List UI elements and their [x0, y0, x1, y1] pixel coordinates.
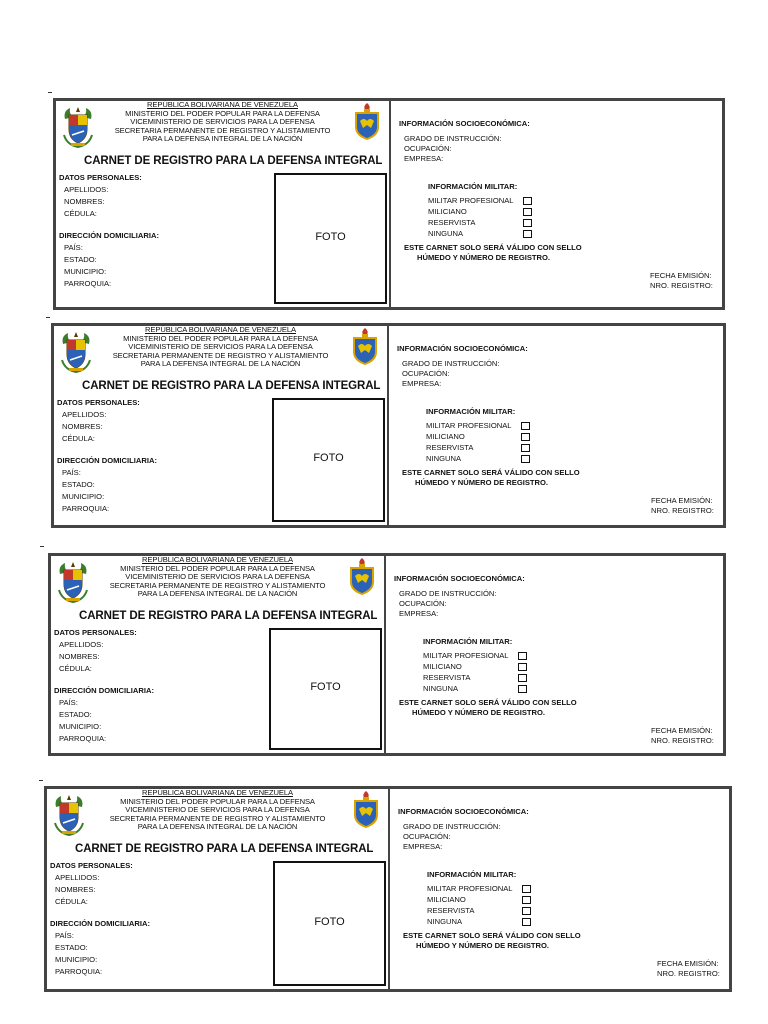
header-line: SECRETARIA PERMANENTE DE REGISTRO Y ALISTAMIENTO — [109, 813, 326, 823]
military-option-label: NINGUNA — [427, 917, 463, 926]
header-line: SECRETARIA PERMANENTE DE REGISTRO Y ALISTAMIENTO — [114, 125, 331, 135]
military-shield-emblem-icon — [353, 791, 379, 829]
institution-header — [94, 326, 347, 369]
address-field-label: MUNICIPIO: — [55, 955, 98, 964]
military-option-checkbox[interactable] — [522, 896, 531, 904]
id-card — [44, 786, 732, 992]
personal-data-heading: DATOS PERSONALES: — [57, 398, 140, 407]
socioeconomic-field-label: OCUPACIÓN: — [399, 599, 447, 608]
military-option-label: MILITAR PROFESIONAL — [423, 651, 509, 660]
military-option-checkbox[interactable] — [518, 674, 527, 682]
cut-mark — [40, 546, 44, 547]
validity-note — [404, 243, 582, 263]
header-line: MINISTERIO DEL PODER POPULAR PARA LA DEFENSA — [123, 333, 318, 343]
personal-data-heading: DATOS PERSONALES: — [54, 628, 137, 637]
address-field-label: MUNICIPIO: — [64, 267, 107, 276]
socioeconomic-field-label: EMPRESA: — [403, 842, 443, 851]
photo-label: FOTO — [314, 916, 345, 928]
military-option-label: MILICIANO — [426, 432, 465, 441]
institution-header — [96, 101, 349, 144]
address-heading: DIRECCIÓN DOMICILIARIA: — [50, 919, 150, 928]
personal-field-label: APELLIDOS: — [55, 873, 100, 882]
socioeconomic-field-label: GRADO DE INSTRUCCIÓN: — [399, 589, 497, 598]
military-option-checkbox[interactable] — [521, 455, 530, 463]
socioeconomic-field-label: EMPRESA: — [404, 154, 444, 163]
header-line: PARA LA DEFENSA INTEGRAL DE LA NACIÓN — [137, 589, 298, 599]
military-option-checkbox[interactable] — [523, 219, 532, 227]
id-card — [53, 98, 725, 310]
card-front-panel — [47, 789, 388, 989]
military-option-checkbox[interactable] — [523, 208, 532, 216]
military-shield-emblem-icon — [354, 103, 380, 141]
military-option-checkbox[interactable] — [518, 652, 527, 660]
cut-mark — [48, 92, 52, 93]
socioeconomic-heading: INFORMACIÓN SOCIOECONÓMICA: — [397, 344, 528, 353]
personal-data-heading: DATOS PERSONALES: — [50, 861, 133, 870]
military-option-label: MILITAR PROFESIONAL — [428, 196, 514, 205]
header-line: SECRETARIA PERMANENTE DE REGISTRO Y ALISTAMIENTO — [112, 350, 329, 360]
address-field-label: PAÍS: — [59, 698, 78, 707]
header-line: REPÚBLICA BOLIVARIANA DE VENEZUELA — [147, 100, 298, 109]
personal-field-label: CÉDULA: — [59, 664, 92, 673]
header-line: REPÚBLICA BOLIVARIANA DE VENEZUELA — [142, 788, 293, 797]
military-info-heading: INFORMACIÓN MILITAR: — [423, 637, 513, 646]
socioeconomic-heading: INFORMACIÓN SOCIOECONÓMICA: — [399, 119, 530, 128]
military-option-label: MILITAR PROFESIONAL — [427, 884, 513, 893]
cut-mark — [39, 780, 43, 781]
header-line: PARA LA DEFENSA INTEGRAL DE LA NACIÓN — [142, 134, 303, 144]
venezuela-coat-of-arms-icon — [59, 330, 93, 374]
address-field-label: PAÍS: — [62, 468, 81, 477]
address-field-label: ESTADO: — [62, 480, 95, 489]
registry-number-label: NRO. REGISTRO: — [651, 506, 714, 515]
personal-field-label: APELLIDOS: — [59, 640, 104, 649]
issue-date-label: FECHA EMISIÓN: — [651, 496, 713, 505]
military-option-checkbox[interactable] — [522, 918, 531, 926]
header-line: MINISTERIO DEL PODER POPULAR PARA LA DEFENSA — [120, 796, 315, 806]
header-line: PARA LA DEFENSA INTEGRAL DE LA NACIÓN — [140, 359, 301, 369]
address-field-label: PARROQUIA: — [64, 279, 112, 288]
military-shield-emblem-icon — [349, 558, 375, 596]
card-title: CARNET DE REGISTRO PARA LA DEFENSA INTEGRAL — [79, 610, 378, 622]
personal-data-heading: DATOS PERSONALES: — [59, 173, 142, 182]
validity-note-line: HÚMEDO Y NÚMERO DE REGISTRO. — [415, 478, 549, 487]
venezuela-coat-of-arms-icon — [56, 560, 90, 604]
validity-note — [399, 698, 577, 718]
header-line: MINISTERIO DEL PODER POPULAR PARA LA DEFENSA — [120, 563, 315, 573]
address-field-label: MUNICIPIO: — [62, 492, 105, 501]
photo-label: FOTO — [313, 452, 344, 464]
personal-field-label: APELLIDOS: — [64, 185, 109, 194]
military-option-checkbox[interactable] — [521, 444, 530, 452]
header-line: PARA LA DEFENSA INTEGRAL DE LA NACIÓN — [137, 822, 298, 832]
military-option-label: RESERVISTA — [426, 443, 474, 452]
military-option-label: RESERVISTA — [423, 673, 471, 682]
issue-date-label: FECHA EMISIÓN: — [650, 271, 712, 280]
validity-note — [402, 468, 580, 488]
header-line: VICEMINISTERIO DE SERVICIOS PARA LA DEFENSA — [130, 117, 315, 127]
personal-field-label: NOMBRES: — [62, 422, 103, 431]
validity-note-line: HÚMEDO Y NÚMERO DE REGISTRO. — [412, 708, 546, 717]
military-option-label: NINGUNA — [426, 454, 462, 463]
military-option-label: RESERVISTA — [428, 218, 476, 227]
socioeconomic-field-label: GRADO DE INSTRUCCIÓN: — [403, 822, 501, 831]
military-info-heading: INFORMACIÓN MILITAR: — [426, 407, 516, 416]
id-card — [51, 323, 726, 528]
address-field-label: PARROQUIA: — [62, 504, 110, 513]
military-option-label: MILITAR PROFESIONAL — [426, 421, 512, 430]
address-field-label: PAÍS: — [64, 243, 83, 252]
address-field-label: ESTADO: — [59, 710, 92, 719]
card-front-panel — [56, 101, 389, 307]
military-option-checkbox[interactable] — [522, 885, 531, 893]
card-back-panel — [391, 101, 722, 307]
military-option-checkbox[interactable] — [521, 433, 530, 441]
military-option-label: NINGUNA — [428, 229, 464, 238]
card-title: CARNET DE REGISTRO PARA LA DEFENSA INTEGRAL — [75, 843, 374, 855]
personal-field-label: NOMBRES: — [55, 885, 96, 894]
military-option-label: NINGUNA — [423, 684, 459, 693]
validity-note-line: ESTE CARNET SOLO SERÁ VÁLIDO CON SELLO — [404, 243, 582, 252]
card-back-panel — [390, 789, 729, 989]
address-heading: DIRECCIÓN DOMICILIARIA: — [54, 686, 154, 695]
personal-field-label: NOMBRES: — [64, 197, 105, 206]
address-heading: DIRECCIÓN DOMICILIARIA: — [59, 231, 159, 240]
validity-note-line: HÚMEDO Y NÚMERO DE REGISTRO. — [416, 941, 550, 950]
venezuela-coat-of-arms-icon — [61, 105, 95, 149]
socioeconomic-field-label: EMPRESA: — [402, 379, 442, 388]
military-option-label: RESERVISTA — [427, 906, 475, 915]
address-heading: DIRECCIÓN DOMICILIARIA: — [57, 456, 157, 465]
header-line: REPÚBLICA BOLIVARIANA DE VENEZUELA — [145, 325, 296, 334]
validity-note-line: HÚMEDO Y NÚMERO DE REGISTRO. — [417, 253, 551, 262]
address-field-label: PARROQUIA: — [59, 734, 107, 743]
card-title: CARNET DE REGISTRO PARA LA DEFENSA INTEGRAL — [82, 380, 381, 392]
military-option-label: MILICIANO — [428, 207, 467, 216]
military-shield-emblem-icon — [352, 328, 378, 366]
photo-label: FOTO — [310, 681, 341, 693]
header-line: MINISTERIO DEL PODER POPULAR PARA LA DEFENSA — [125, 108, 320, 118]
military-option-checkbox[interactable] — [521, 422, 530, 430]
address-field-label: ESTADO: — [55, 943, 88, 952]
validity-note-line: ESTE CARNET SOLO SERÁ VÁLIDO CON SELLO — [402, 468, 580, 477]
socioeconomic-field-label: EMPRESA: — [399, 609, 439, 618]
socioeconomic-field-label: OCUPACIÓN: — [402, 369, 450, 378]
military-option-label: MILICIANO — [423, 662, 462, 671]
header-line: REPÚBLICA BOLIVARIANA DE VENEZUELA — [142, 555, 293, 564]
card-back-panel — [386, 556, 723, 753]
header-line: VICEMINISTERIO DE SERVICIOS PARA LA DEFENSA — [128, 342, 313, 352]
military-option-checkbox[interactable] — [518, 685, 527, 693]
registry-number-label: NRO. REGISTRO: — [650, 281, 713, 290]
personal-field-label: CÉDULA: — [55, 897, 88, 906]
address-field-label: ESTADO: — [64, 255, 97, 264]
personal-field-label: APELLIDOS: — [62, 410, 107, 419]
military-option-checkbox[interactable] — [518, 663, 527, 671]
socioeconomic-heading: INFORMACIÓN SOCIOECONÓMICA: — [398, 807, 529, 816]
socioeconomic-heading: INFORMACIÓN SOCIOECONÓMICA: — [394, 574, 525, 583]
card-front-panel — [51, 556, 384, 753]
venezuela-coat-of-arms-icon — [52, 793, 86, 837]
address-field-label: PARROQUIA: — [55, 967, 103, 976]
validity-note-line: ESTE CARNET SOLO SERÁ VÁLIDO CON SELLO — [399, 698, 577, 707]
personal-field-label: CÉDULA: — [64, 209, 97, 218]
military-info-heading: INFORMACIÓN MILITAR: — [428, 182, 518, 191]
photo-placeholder — [273, 861, 386, 986]
military-info-heading: INFORMACIÓN MILITAR: — [427, 870, 517, 879]
photo-placeholder — [272, 398, 385, 522]
socioeconomic-field-label: GRADO DE INSTRUCCIÓN: — [404, 134, 502, 143]
card-back-panel — [389, 326, 723, 525]
military-option-checkbox[interactable] — [522, 907, 531, 915]
registry-number-label: NRO. REGISTRO: — [657, 969, 720, 978]
issue-date-label: FECHA EMISIÓN: — [657, 959, 719, 968]
personal-field-label: NOMBRES: — [59, 652, 100, 661]
socioeconomic-field-label: OCUPACIÓN: — [403, 832, 451, 841]
address-field-label: MUNICIPIO: — [59, 722, 102, 731]
military-option-checkbox[interactable] — [523, 230, 532, 238]
military-option-checkbox[interactable] — [523, 197, 532, 205]
institution-header — [91, 556, 344, 599]
photo-placeholder — [269, 628, 382, 750]
card-front-panel — [54, 326, 387, 525]
id-card — [48, 553, 726, 756]
cut-mark — [46, 317, 50, 318]
institution-header — [87, 789, 348, 832]
header-line: SECRETARIA PERMANENTE DE REGISTRO Y ALISTAMIENTO — [109, 580, 326, 590]
socioeconomic-field-label: OCUPACIÓN: — [404, 144, 452, 153]
issue-date-label: FECHA EMISIÓN: — [651, 726, 713, 735]
personal-field-label: CÉDULA: — [62, 434, 95, 443]
address-field-label: PAÍS: — [55, 931, 74, 940]
military-option-label: MILICIANO — [427, 895, 466, 904]
registry-number-label: NRO. REGISTRO: — [651, 736, 714, 745]
photo-label: FOTO — [315, 231, 346, 243]
photo-placeholder — [274, 173, 387, 304]
header-line: VICEMINISTERIO DE SERVICIOS PARA LA DEFENSA — [125, 805, 310, 815]
header-line: VICEMINISTERIO DE SERVICIOS PARA LA DEFENSA — [125, 572, 310, 582]
validity-note-line: ESTE CARNET SOLO SERÁ VÁLIDO CON SELLO — [403, 931, 581, 940]
validity-note — [403, 931, 581, 951]
card-title: CARNET DE REGISTRO PARA LA DEFENSA INTEGRAL — [84, 155, 383, 167]
socioeconomic-field-label: GRADO DE INSTRUCCIÓN: — [402, 359, 500, 368]
